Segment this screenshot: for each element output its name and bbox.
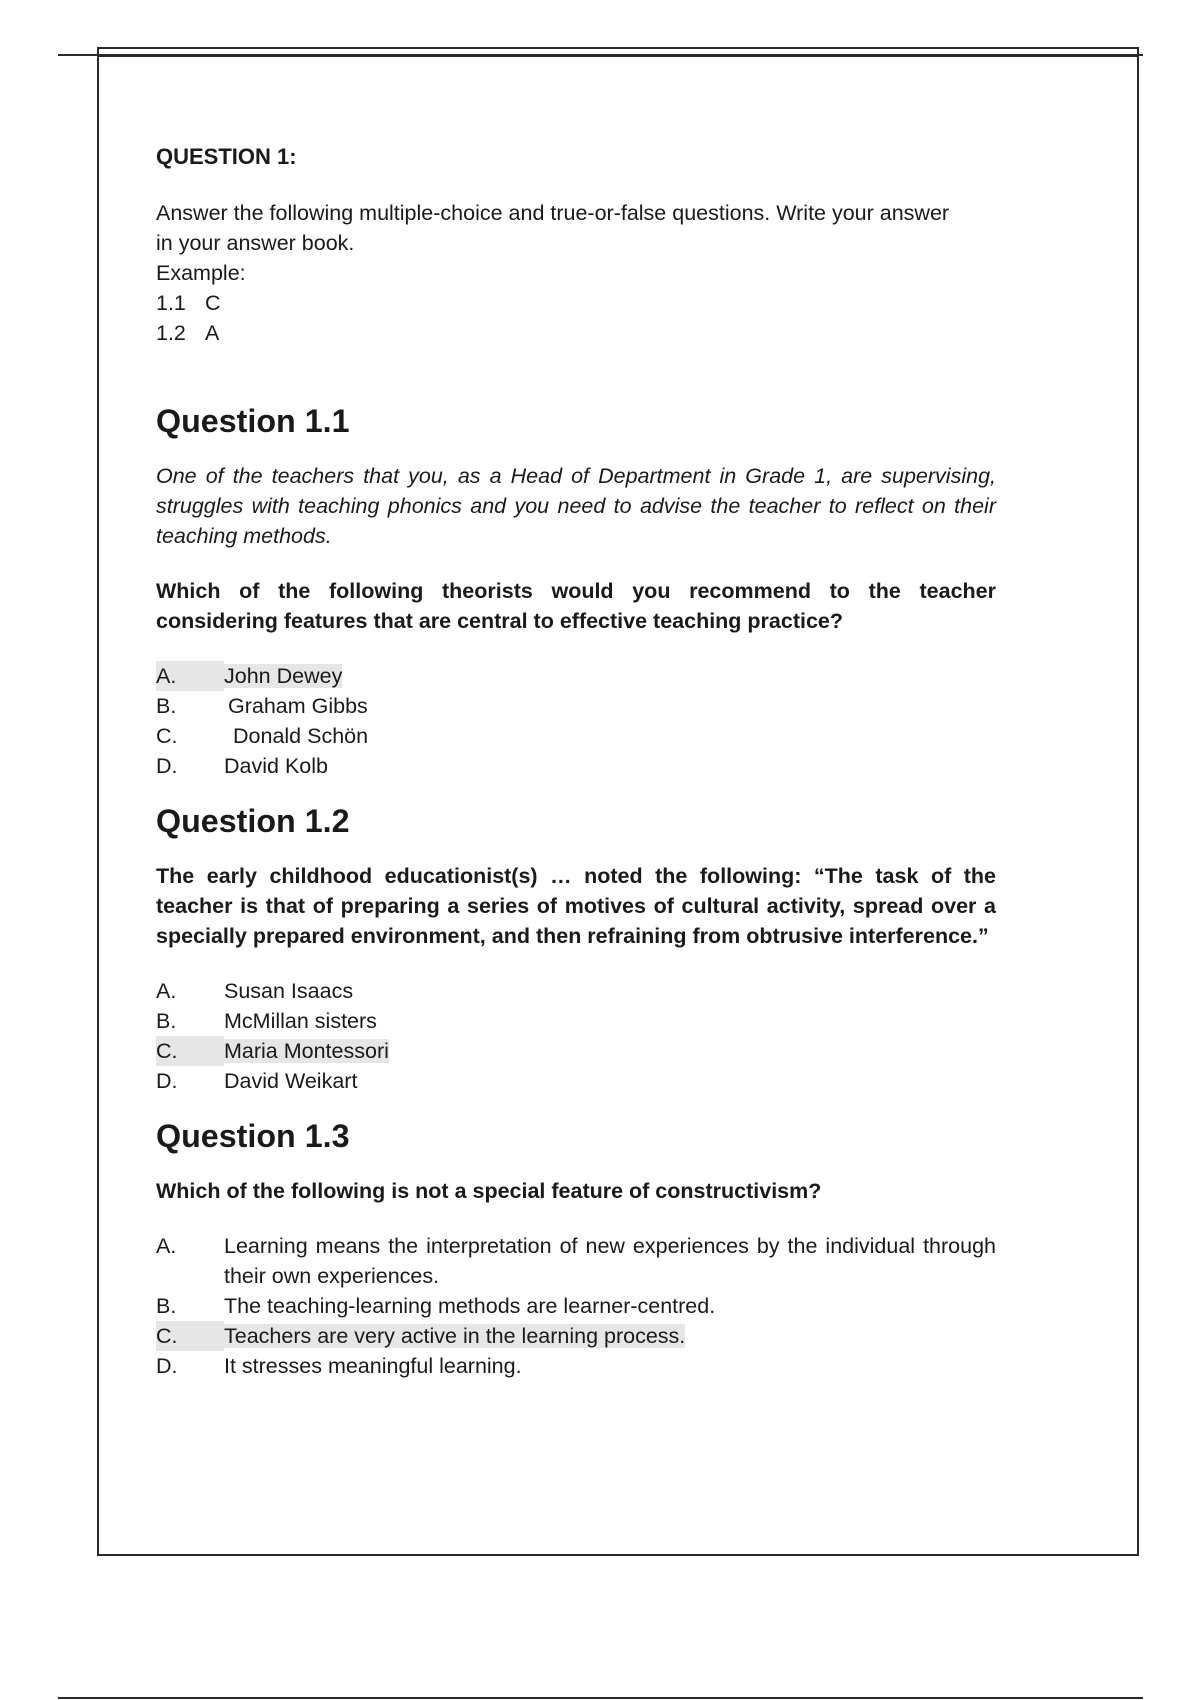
answer-option [156, 721, 996, 751]
example-row [156, 288, 996, 318]
option-letter: B. [156, 694, 177, 718]
question-scenario: One of the teachers that you, as a Head of Department in Grade 1, are supervising, struggles with teaching phonics and you need to advise the teacher to reflect on their teaching methods. [156, 464, 996, 548]
option-letter: B. [156, 1294, 177, 1318]
question-title: Question 1.2 [156, 803, 350, 839]
answer-option [156, 1321, 996, 1351]
question-content [156, 142, 996, 1381]
answer-options [156, 1231, 996, 1381]
option-text: The teaching-learning methods are learner-centred. [224, 1294, 716, 1318]
option-letter: B. [156, 1009, 177, 1033]
question-stem: The early childhood educationist(s) … noted the following: “The task of the teacher is that of preparing a series of motives of cultural activity, spread over a specially prepared environment, and then refraining from obtrusive interference.” [156, 864, 996, 948]
option-letter: D. [156, 754, 178, 778]
answer-option [156, 1351, 996, 1381]
example-answer: A [205, 321, 220, 345]
option-letter: A. [156, 661, 224, 691]
answer-option [156, 1291, 996, 1321]
example-number: 1.2 [156, 321, 186, 345]
example-label: Example: [156, 261, 246, 285]
option-letter: D. [156, 1069, 178, 1093]
example-row [156, 318, 996, 348]
option-text: David Kolb [224, 754, 328, 778]
option-text: Susan Isaacs [224, 979, 354, 1003]
option-letter: C. [156, 724, 178, 748]
question-stem: Which of the following is not a special feature of constructivism? [156, 1179, 822, 1203]
example-number: 1.1 [156, 291, 186, 315]
question-1-1 [156, 403, 996, 781]
answer-option [156, 1231, 996, 1291]
answer-option [156, 1066, 996, 1096]
question-title: Question 1.1 [156, 403, 350, 439]
option-letter: A. [156, 1234, 177, 1258]
option-text: McMillan sisters [224, 1009, 377, 1033]
option-text: Maria Montessori [224, 1039, 389, 1063]
instructions-line-1: Answer the following multiple-choice and true-or-false questions. Write your answer [156, 201, 950, 225]
option-letter: D. [156, 1354, 178, 1378]
answer-option [156, 1006, 996, 1036]
answer-option [156, 1036, 996, 1066]
option-text: John Dewey [224, 664, 343, 688]
question-stem: Which of the following theorists would you recommend to the teacher considering features that are central to effective teaching practice? [156, 579, 996, 633]
answer-options [156, 976, 996, 1096]
option-letter: A. [156, 979, 177, 1003]
answer-option [156, 751, 996, 781]
frame-double-line [99, 56, 1137, 57]
option-text: Teachers are very active in the learning process. [224, 1324, 686, 1348]
instructions [156, 198, 996, 348]
answer-option [156, 691, 996, 721]
question-1-3 [156, 1118, 996, 1381]
answer-option [156, 661, 996, 691]
option-letter: C. [156, 1321, 224, 1351]
question-1-2 [156, 803, 996, 1096]
option-text: Donald Schön [233, 724, 369, 748]
page-bottom-rule [58, 1697, 1143, 1699]
option-letter: C. [156, 1036, 224, 1066]
answer-option [156, 976, 996, 1006]
option-text: David Weikart [224, 1069, 358, 1093]
option-text: Graham Gibbs [228, 694, 368, 718]
question-title: Question 1.3 [156, 1118, 350, 1154]
option-text: It stresses meaningful learning. [224, 1354, 522, 1378]
answer-options [156, 661, 996, 781]
option-text: Learning means the interpretation of new experiences by the individual through their own experiences. [224, 1234, 996, 1288]
section-heading: QUESTION 1: [156, 144, 297, 169]
example-answer: C [205, 291, 221, 315]
instructions-line-2: in your answer book. [156, 231, 355, 255]
